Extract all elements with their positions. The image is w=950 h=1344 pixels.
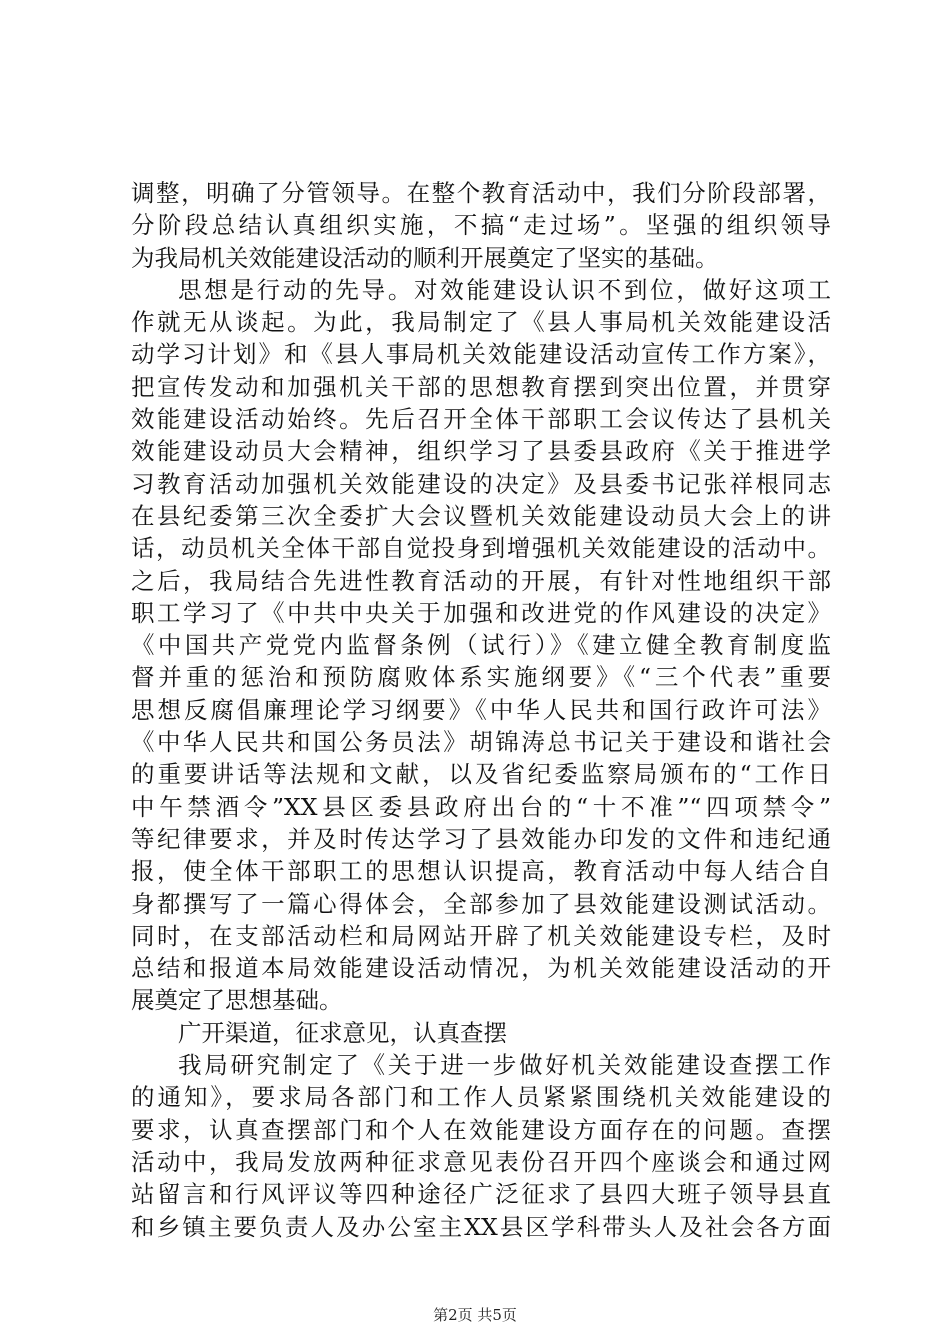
text-line: 《中华人民共和国公务员法》胡锦涛总书记关于建设和谐社会 <box>131 728 831 757</box>
paragraph-first-line: 思想是行动的先导。对效能建设认识不到位，做好这项工 <box>178 275 831 304</box>
text-line: 活动中，我局发放两种征求意见表份召开四个座谈会和通过网 <box>131 1147 831 1176</box>
text-line: 《中国共产党党内监督条例（试行）》《建立健全教育制度监 <box>131 631 831 660</box>
text-line: 为我局机关效能建设活动的顺利开展奠定了坚实的基础。 <box>131 243 719 272</box>
text-line: 动学习计划》和《县人事局机关效能建设活动宣传工作方案》， <box>131 340 831 369</box>
text-line: 作就无从谈起。为此，我局制定了《县人事局机关效能建设活 <box>131 308 831 337</box>
text-line: 身都撰写了一篇心得体会，全部参加了县效能建设测试活动。 <box>131 889 831 918</box>
text-line: 要求，认真查摆部门和个人在效能建设方面存在的问题。查摆 <box>131 1115 831 1144</box>
text-line: 和乡镇主要负责人及办公室主XX县区学科带头人及社会各方面 <box>131 1212 831 1241</box>
text-line: 中午禁酒令”XX县区委县政府出台的“十不准”“四项禁令” <box>131 792 831 821</box>
text-line: 职工学习了《中共中央关于加强和改进党的作风建设的决定》 <box>131 598 831 627</box>
paragraph-first-line: 我局研究制定了《关于进一步做好机关效能建设查摆工作 <box>178 1051 831 1080</box>
text-line: 效能建设活动始终。先后召开全体干部职工会议传达了县机关 <box>131 405 831 434</box>
text-line: 督并重的惩治和预防腐败体系实施纲要》《“三个代表”重要 <box>131 663 831 692</box>
text-line: 话，动员机关全体干部自觉投身到增强机关效能建设的活动中。 <box>131 534 831 563</box>
document-body <box>131 177 831 1243</box>
text-line: 站留言和行风评议等四种途径广泛征求了县四大班子领导县直 <box>131 1180 831 1209</box>
text-line: 的重要讲话等法规和文献，以及省纪委监察局颁布的“工作日 <box>131 760 831 789</box>
text-line: 总结和报道本局效能建设活动情况，为机关效能建设活动的开 <box>131 954 831 983</box>
text-line: 习教育活动加强机关效能建设的决定》及县委书记张祥根同志 <box>131 469 831 498</box>
text-line: 在县纪委第三次全委扩大会议暨机关效能建设动员大会上的讲 <box>131 501 831 530</box>
text-line: 之后，我局结合先进性教育活动的开展，有针对性地组织干部 <box>131 566 831 595</box>
text-line: 等纪律要求，并及时传达学习了县效能办印发的文件和违纪通 <box>131 824 831 853</box>
text-line: 分阶段总结认真组织实施，不搞“走过场”。坚强的组织领导 <box>131 211 831 240</box>
text-line: 同时，在支部活动栏和局网站开辟了机关效能建设专栏，及时 <box>131 921 831 950</box>
text-line: 的通知》，要求局各部门和工作人员紧紧围绕机关效能建设的 <box>131 1083 831 1112</box>
text-line: 调整，明确了分管领导。在整个教育活动中，我们分阶段部署， <box>131 179 831 207</box>
page-footer: 第2页 共5页 <box>433 1306 517 1324</box>
text-line: 把宣传发动和加强机关干部的思想教育摆到突出位置，并贯穿 <box>131 372 831 401</box>
text-line: 展奠定了思想基础。 <box>131 986 343 1015</box>
section-heading: 广开渠道，征求意见，认真查摆 <box>178 1018 507 1047</box>
text-line: 效能建设动员大会精神，组织学习了县委县政府《关于推进学 <box>131 437 831 466</box>
text-line: 思想反腐倡廉理论学习纲要》《中华人民共和国行政许可法》 <box>131 695 831 724</box>
text-line: 报，使全体干部职工的思想认识提高，教育活动中每人结合自 <box>131 857 831 886</box>
